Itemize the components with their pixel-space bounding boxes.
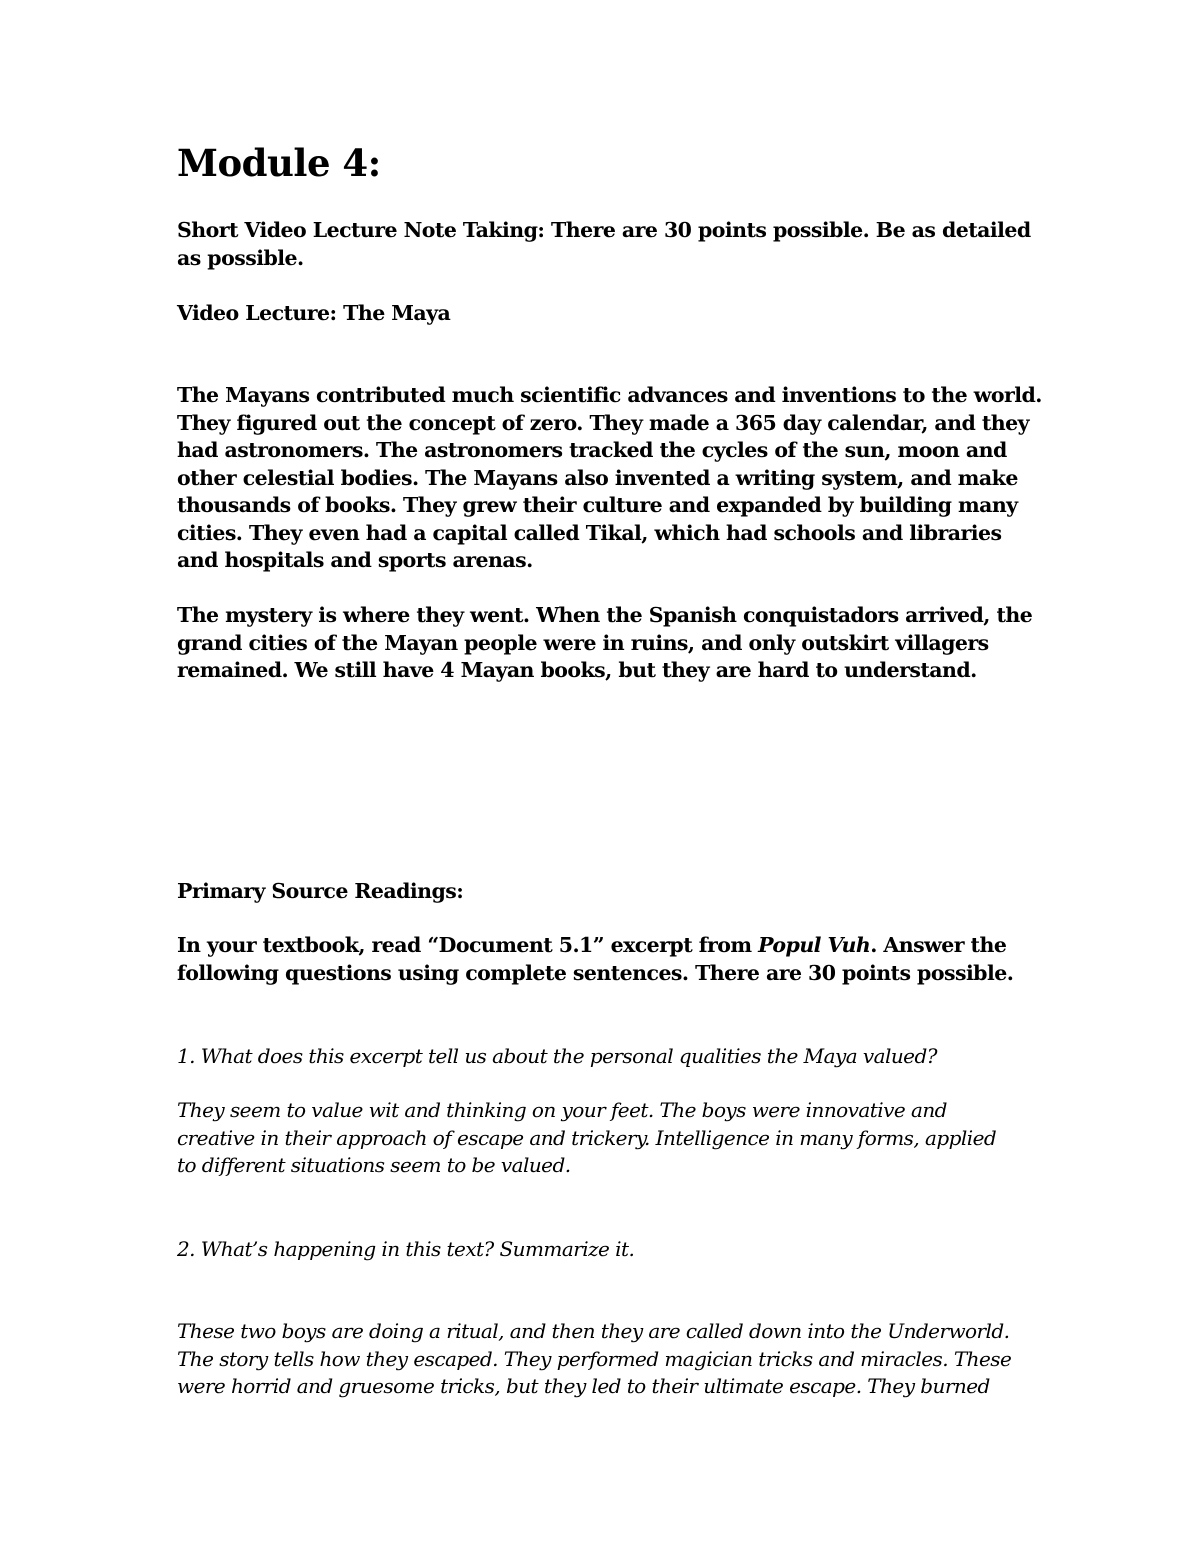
instructions-line: following questions using complete sentences. There are 30 points possible. — [177, 960, 1014, 985]
answer-line: These two boys are doing a ritual, and then they are called down into the Underworld. — [177, 1319, 1010, 1343]
text-line: had astronomers. The astronomers tracked the cycles of the sun, moon and — [177, 438, 1007, 462]
page-title: Module 4: — [177, 141, 381, 185]
answer-1 — [177, 1097, 1037, 1180]
primary-source-instructions — [177, 932, 1037, 987]
text-line: thousands of books. They grew their culture and expanded by building many — [177, 493, 1018, 517]
intro-line: Short Video Lecture Note Taking: There are 30 points possible. Be as detailed — [177, 218, 1031, 242]
text-line: remained. We still have 4 Mayan books, but they are hard to understand. — [177, 658, 977, 682]
text-line: The Mayans contributed much scientific advances and inventions to the world. — [177, 383, 1042, 407]
intro-paragraph — [177, 217, 1037, 272]
answer-2 — [177, 1318, 1037, 1401]
lecture-notes-paragraph — [177, 602, 1037, 685]
lecture-notes-paragraph — [177, 382, 1042, 575]
answer-line: creative in their approach of escape and trickery. Intelligence in many forms, applied — [177, 1125, 997, 1150]
book-title: Popul Vuh — [758, 933, 871, 957]
text-line: other celestial bodies. The Mayans also invented a writing system, and make — [177, 465, 1018, 490]
primary-source-heading: Primary Source Readings: — [177, 879, 464, 903]
answer-line: They seem to value wit and thinking on your feet. The boys were innovative and — [177, 1098, 947, 1122]
text-line: They figured out the concept of zero. They made a 365 day calendar, and they — [177, 410, 1030, 435]
instructions-text: In your textbook, read “Document 5.1” excerpt from — [177, 933, 759, 957]
instructions-line — [177, 932, 1037, 960]
text-line: The mystery is where they went. When the Spanish conquistadors arrived, the — [177, 603, 1033, 627]
question-1: 1. What does this excerpt tell us about the personal qualities the Maya valued? — [177, 1044, 937, 1068]
answer-line: were horrid and gruesome tricks, but they led to their ultimate escape. They burned — [177, 1374, 990, 1398]
question-2: 2. What’s happening in this text? Summarize it. — [177, 1237, 635, 1261]
text-line: and hospitals and sports arenas. — [177, 548, 533, 572]
answer-line: The story tells how they escaped. They performed magician tricks and miracles. These — [177, 1346, 1012, 1371]
intro-line: as possible. — [177, 245, 304, 270]
text-line: cities. They even had a capital called Tikal, which had schools and libraries — [177, 520, 1002, 545]
instructions-text: . Answer the — [870, 933, 1007, 957]
text-line: grand cities of the Mayan people were in ruins, and only outskirt villagers — [177, 630, 989, 655]
answer-line: to different situations seem to be valued. — [177, 1153, 571, 1177]
video-lecture-title: Video Lecture: The Maya — [177, 301, 451, 325]
